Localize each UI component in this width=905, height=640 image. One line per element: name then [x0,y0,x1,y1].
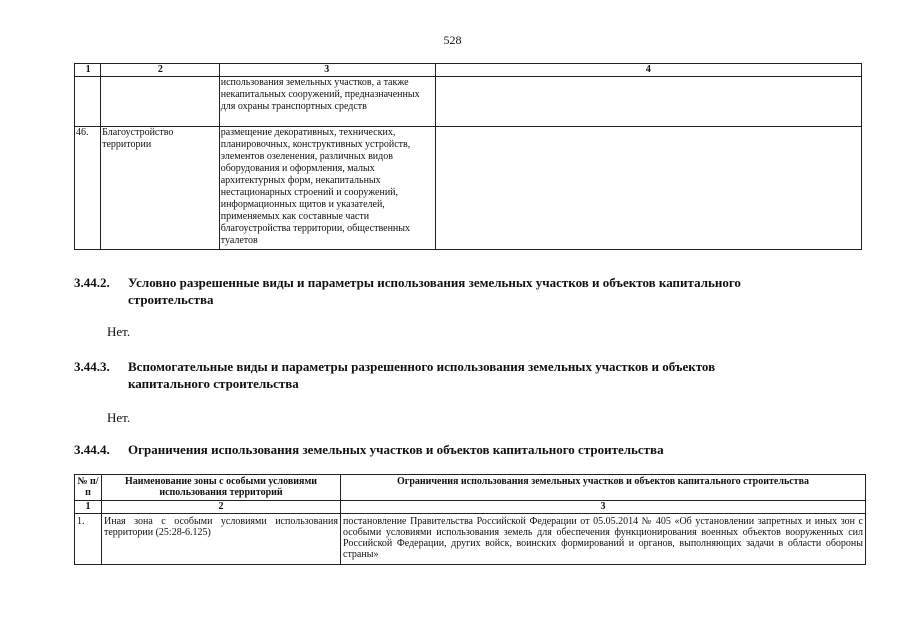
section-title: Условно разрешенные виды и параметры использования земельных участков и объектов капитального [128,275,741,290]
section-heading [74,358,860,392]
zone-name: Иная зона с особыми условиями использования территории (25:28-6.125) [102,514,341,565]
column-number-3: 3 [219,64,435,77]
section-title: Ограничения использования земельных участков и объектов капитального строительства [128,442,664,457]
section-number: 3.44.3. [74,359,110,374]
section-number: 3.44.2. [74,275,110,290]
section-title-continued: капитального строительства [128,376,299,391]
use-type-name [101,77,220,127]
section-title-continued: строительства [128,292,214,307]
use-type-description: размещение декоративных, технических, планировочных, конструктивных устройств, элементов озеленения, различных видов оборудования и оформления, малых архитектурных форм, некапитальных нестационарных строений и сооружений, информационных щитов и указателей, применяемых как составные части благоустройства территории, общественных туалетов [219,127,435,250]
header-zone-name: Наименование зоны с особыми условиями использования территорий [102,475,341,501]
section-heading [74,274,860,308]
header-number: № п/п [75,475,102,501]
section-body: Нет. [107,410,131,425]
section-title: Вспомогательные виды и параметры разрешенного использования земельных участков и объектов [128,359,716,374]
column-number-1: 1 [75,501,102,514]
use-parameters [435,77,861,127]
land-use-table [74,63,862,250]
restrictions-table [74,474,866,565]
table-row [75,127,862,250]
column-number-4: 4 [435,64,861,77]
use-parameters [435,127,861,250]
section-body: Нет. [107,324,131,339]
section-number: 3.44.4. [74,442,110,457]
column-number-2: 2 [102,501,341,514]
restriction-text: постановление Правительства Российской Федерации от 05.05.2014 № 405 «Об установлении запретных и иных зон с особыми условиями использования земель для обеспечения функционирования военных объектов вооруженных сил Российской Федерации, других войск, воинских формирований и органов, выполняющих задачи в области обороны страны» [341,514,866,565]
row-number: 1. [75,514,102,565]
page-number: 528 [443,33,462,47]
column-number-2: 2 [101,64,220,77]
table-numbering-row [75,501,866,514]
table-row [75,514,866,565]
table-row [75,77,862,127]
use-type-name: Благоустройство территории [101,127,220,250]
section-heading [74,441,860,458]
column-number-3: 3 [341,501,866,514]
row-number [75,77,101,127]
column-number-1: 1 [75,64,101,77]
row-number: 46. [75,127,101,250]
table-header-row [75,64,862,77]
table-header-row [75,475,866,501]
use-type-description: использования земельных участков, а также некапитальных сооружений, предназначенных для охраны транспортных средств [219,77,435,127]
header-restrictions: Ограничения использования земельных участков и объектов капитального строительства [341,475,866,501]
